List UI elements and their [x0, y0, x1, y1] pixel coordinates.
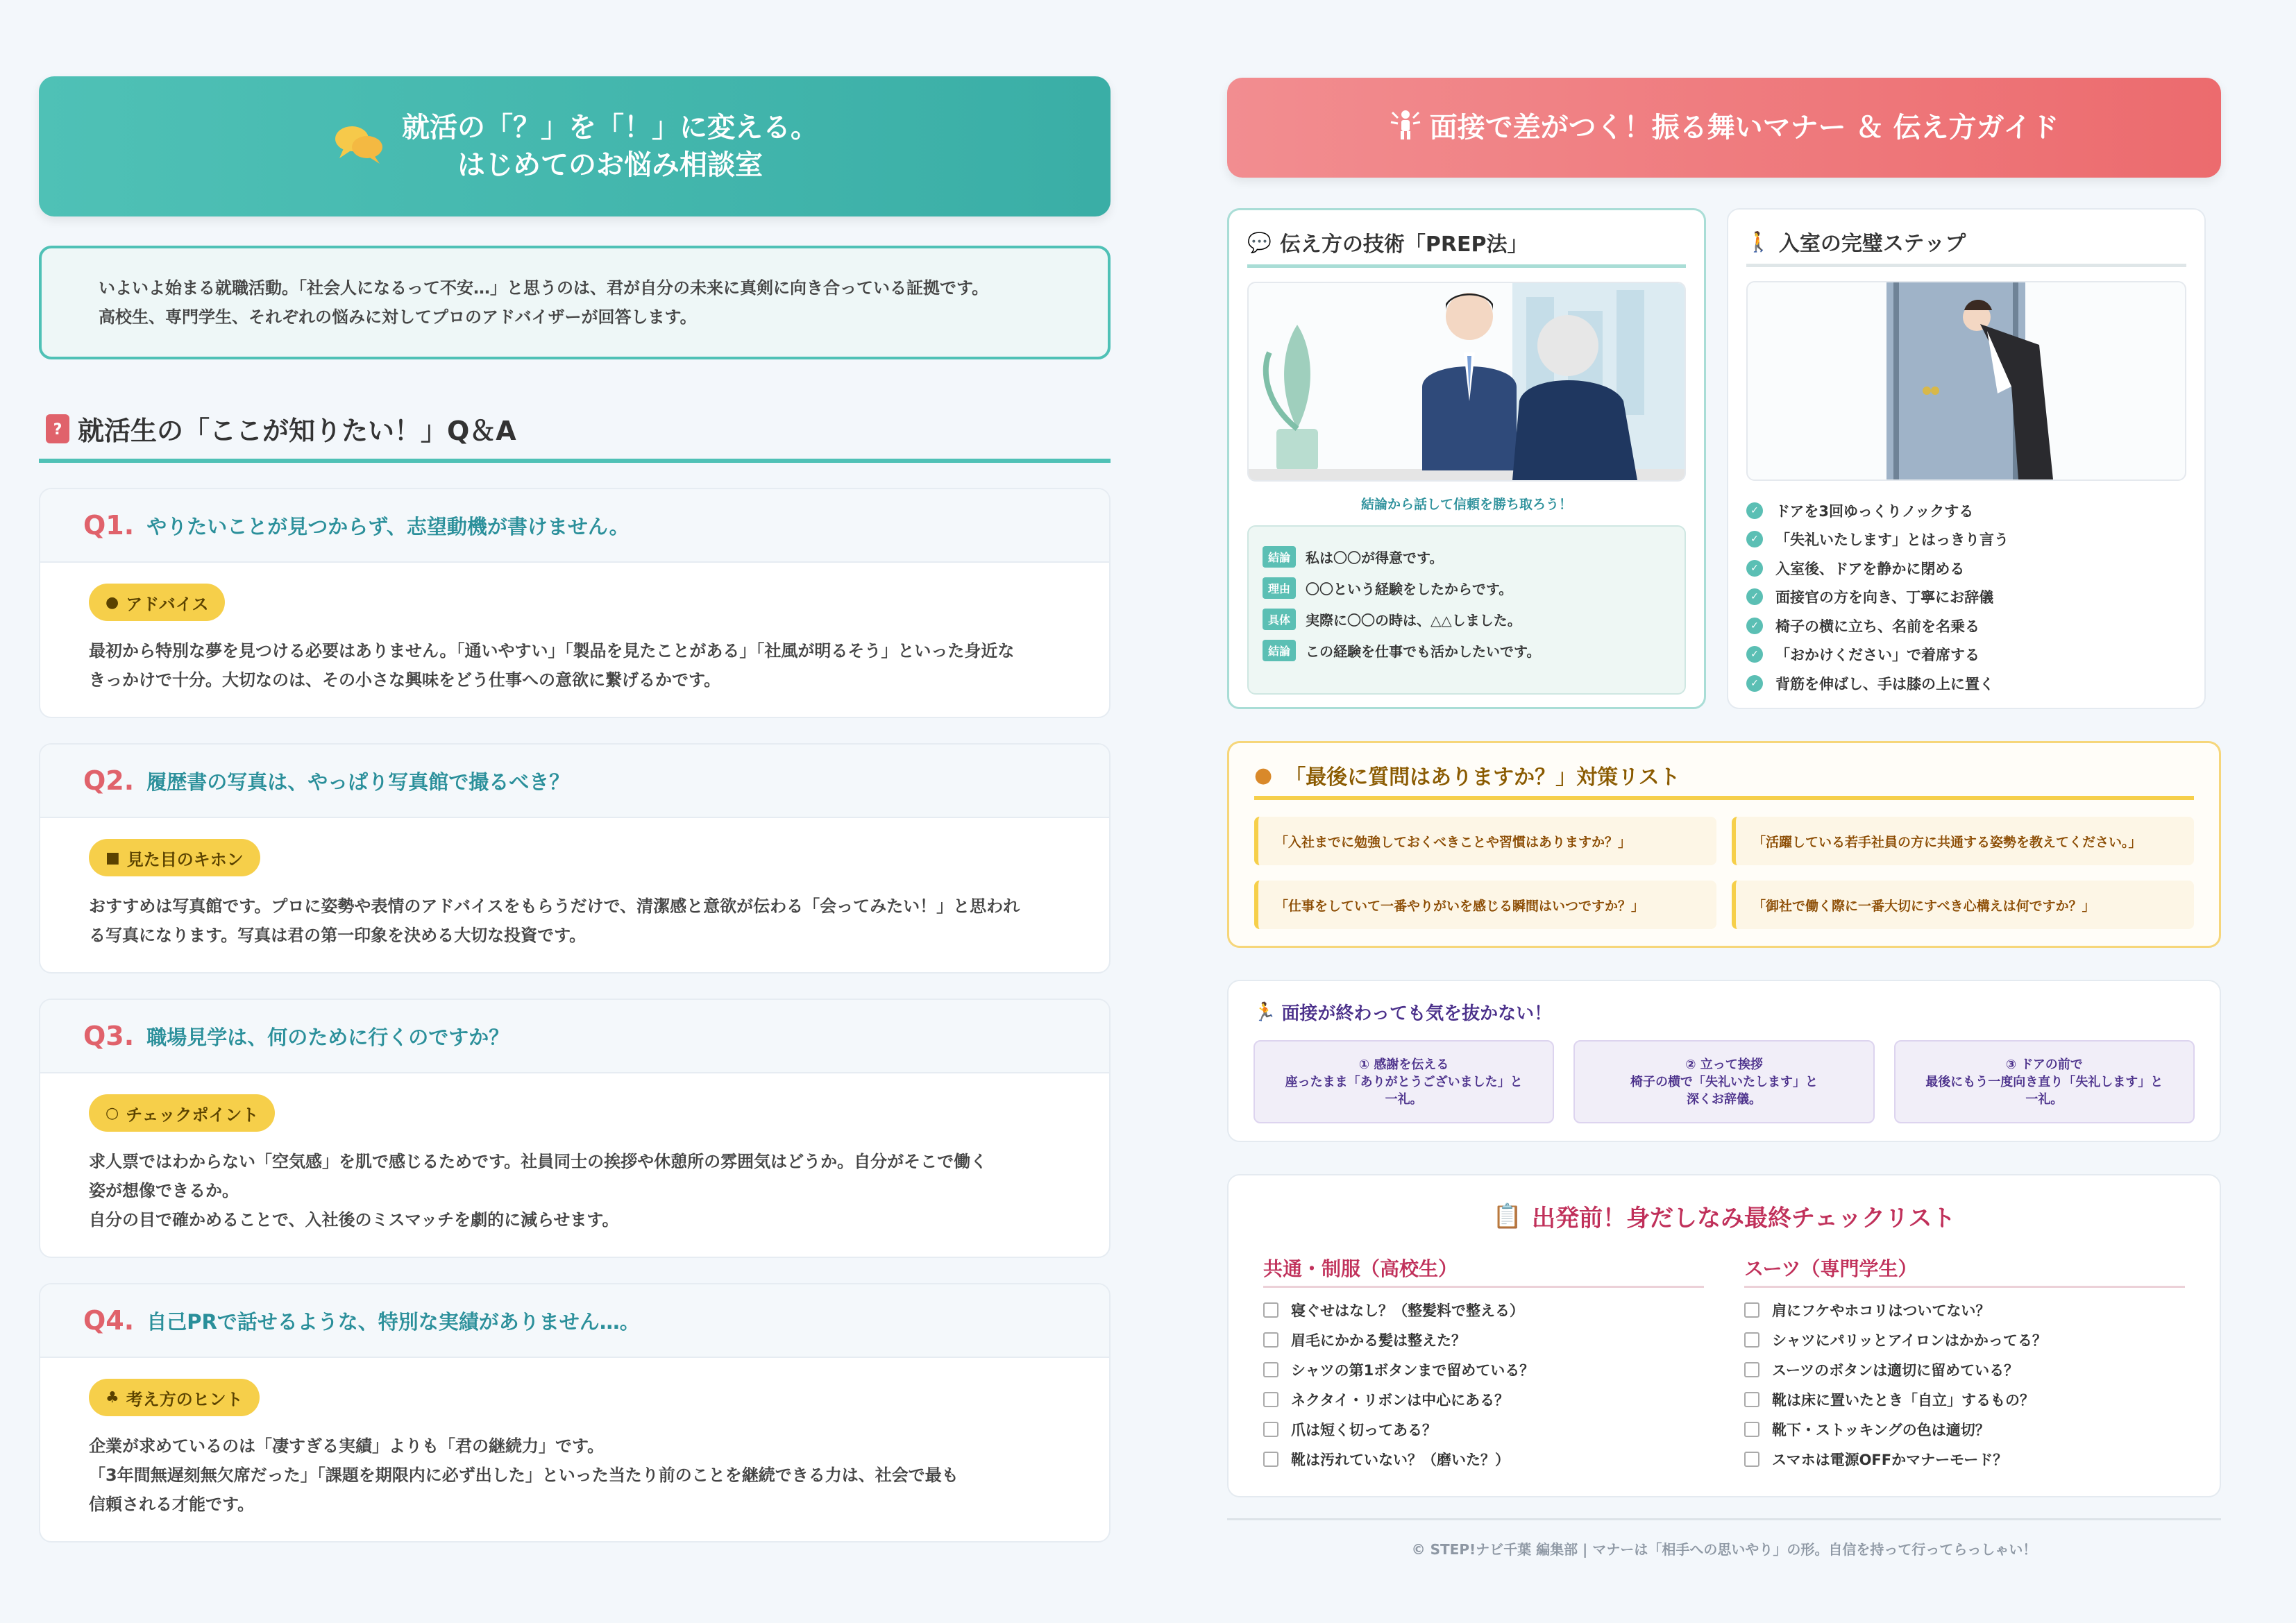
prep-row — [1263, 640, 1671, 661]
prep-steps-box — [1247, 525, 1686, 695]
prep-row — [1263, 546, 1671, 568]
entry-step — [1746, 669, 2186, 698]
answer-line: 企業が求めているのは「凄すぎる実績」よりも「君の継続力」です。 — [89, 1436, 605, 1456]
intro-line-1: いよいよ始まる就職活動。「社会人になるって不安…」と思うのは、君が自分の未来に真剣に向き合っている証拠です。 — [99, 278, 989, 298]
left-column — [39, 76, 1111, 1543]
checkbox[interactable] — [1263, 1302, 1278, 1318]
checklist-item-text: シャツにパリッとアイロンはかかってる？ — [1772, 1332, 2047, 1349]
checklist-item — [1744, 1384, 2185, 1414]
entry-step-text: 入室後、ドアを静かに閉める — [1775, 560, 1965, 577]
checklist-item-text: 靴は汚れていない？（磨いた？） — [1291, 1451, 1510, 1468]
sprout-icon: ♣ — [105, 1388, 119, 1407]
qa-card-1 — [39, 488, 1111, 718]
checklist-item-text: 眉毛にかかる髪は整えた？ — [1291, 1332, 1466, 1349]
checkbox[interactable] — [1744, 1422, 1759, 1437]
after-step-line: 椅子の横で「失礼いたします」と — [1630, 1074, 1818, 1089]
check-icon: ✓ — [1746, 588, 1763, 605]
qa-card-4 — [39, 1283, 1111, 1543]
questions-card-header — [1254, 760, 2194, 800]
top-card-row — [1227, 208, 2221, 709]
right-column — [1227, 78, 2221, 1558]
check-icon: ✓ — [1746, 675, 1763, 692]
prep-row — [1263, 609, 1671, 630]
prep-card — [1227, 208, 1706, 709]
checklist-item — [1263, 1354, 1704, 1384]
prep-tag: 具体 — [1263, 609, 1296, 630]
qa-question: やりたいことが見つからず、志望動機が書けません。 — [146, 514, 630, 538]
qa-question-row — [40, 489, 1109, 563]
intro-box — [39, 246, 1111, 359]
prep-text: この経験を仕事でも活かしたいです。 — [1306, 643, 1541, 660]
intro-line-2: 高校生、専門学生、それぞれの悩みに対してプロのアドバイザーが回答します。 — [99, 307, 697, 327]
entry-step — [1746, 640, 2186, 670]
prep-text: 実際に〇〇の時は、△△しました。 — [1306, 612, 1521, 629]
prep-tag: 結論 — [1263, 546, 1296, 568]
banner-line-1: 就活の「？」を「！」に変える。 — [402, 112, 818, 144]
prep-caption: 結論から話して信頼を勝ち取ろう！ — [1360, 497, 1572, 512]
prep-text: 〇〇という経験をしたからです。 — [1306, 581, 1513, 597]
qa-answer-text — [89, 636, 1066, 695]
check-icon: ✓ — [1746, 560, 1763, 577]
checkbox[interactable] — [1744, 1332, 1759, 1348]
checklist-item-text: スーツのボタンは適切に留めている？ — [1772, 1361, 2019, 1379]
question-item: 「活躍している若手社員の方に共通する姿勢を教えてください。」 — [1732, 817, 2194, 865]
qa-question-row — [40, 1284, 1109, 1358]
checkbox[interactable] — [1263, 1452, 1278, 1467]
after-step-head: ① 感謝を伝える — [1358, 1057, 1449, 1072]
entry-step-text: 「失礼いたします」とはっきり言う — [1775, 532, 2009, 549]
qa-answer-text — [89, 1147, 1066, 1234]
person-presenting-icon — [1390, 108, 1421, 148]
entry-step-text: 「おかけください」で着席する — [1775, 647, 1980, 664]
entry-step — [1746, 554, 2186, 583]
qa-answer-text — [89, 1431, 1066, 1519]
speech-bubbles-icon — [331, 121, 387, 173]
qa-pill-label: 考え方のヒント — [126, 1389, 243, 1409]
qa-pill — [89, 839, 260, 876]
entry-card — [1727, 208, 2206, 709]
qa-number: Q4. — [83, 1305, 135, 1336]
checkbox[interactable] — [1744, 1392, 1759, 1407]
lightbulb-icon: ● — [1254, 763, 1273, 788]
after-title: 面接が終わっても気を抜かない！ — [1281, 1003, 1553, 1024]
after-step — [1253, 1040, 1554, 1123]
checklist-item-text: 爪は短く切ってある？ — [1291, 1421, 1437, 1438]
answer-line: 最初から特別な夢を見つける必要はありません。「通いやすい」「製品を見たことがある」「社風が明るそう」といった身近な — [89, 641, 1015, 661]
checkbox[interactable] — [1263, 1362, 1278, 1377]
question-clipboard-icon: ? — [46, 414, 69, 443]
prep-text: 私は〇〇が得意です。 — [1306, 550, 1444, 566]
qa-answer-text — [89, 892, 1066, 950]
qa-pill — [89, 1094, 275, 1132]
check-icon: ✓ — [1746, 618, 1763, 634]
question-item: 「仕事をしていて一番やりがいを感じる瞬間はいつですか？」 — [1254, 881, 1716, 929]
checklist-item-text: 肩にフケやホコリはついてない？ — [1772, 1302, 1991, 1319]
checklist-item — [1744, 1295, 2185, 1325]
clipboard-check-icon: 📋 — [1492, 1202, 1523, 1230]
right-banner-title: 面接で差がつく！振る舞いマナー ＆ 伝え方ガイド — [1429, 112, 2059, 144]
qa-question: 履歴書の写真は、やっぱり写真館で撮るべき？ — [146, 770, 570, 794]
answer-line: 自分の目で確かめることで、入社後のミスマッチを劇的に減らせます。 — [89, 1210, 619, 1230]
questions-card — [1227, 741, 2221, 948]
entry-step — [1746, 611, 2186, 640]
qa-answer — [40, 563, 1109, 717]
after-step-head: ③ ドアの前で — [2005, 1057, 2083, 1072]
left-banner — [39, 76, 1111, 216]
entry-step-text: 椅子の横に立ち、名前を名乗る — [1775, 618, 1980, 635]
checkbox[interactable] — [1744, 1452, 1759, 1467]
qa-number: Q1. — [83, 510, 135, 541]
qa-pill-label: 見た目のキホン — [126, 849, 244, 869]
checkbox[interactable] — [1263, 1392, 1278, 1407]
entry-step — [1746, 496, 2186, 525]
checklist-item — [1263, 1444, 1704, 1474]
checklist-item-text: 靴下・ストッキングの色は適切？ — [1772, 1421, 1990, 1438]
check-icon: ✓ — [1746, 502, 1763, 519]
checklist-item — [1263, 1414, 1704, 1444]
answer-line: る写真になります。写真は君の第一印象を決める大切な投資です。 — [89, 926, 586, 945]
qa-pill-label: チェックポイント — [126, 1105, 259, 1125]
checklist-item-text: 靴は床に置いたとき「自立」するもの？ — [1772, 1391, 2034, 1409]
banner-line-2: はじめてのお悩み相談室 — [457, 149, 763, 181]
question-item: 「御社で働く際に一番大切にすべき心構えは何ですか？」 — [1732, 881, 2194, 929]
checkbox[interactable] — [1744, 1302, 1759, 1318]
entry-step-text: ドアを3回ゆっくりノックする — [1775, 502, 1974, 520]
questions-grid — [1254, 817, 2194, 929]
checklist-title: 出発前！身だしなみ最終チェックリスト — [1532, 1205, 1956, 1232]
right-banner — [1227, 78, 2221, 178]
speech-bubble-icon: 💬 — [1247, 230, 1272, 254]
question-item: 「入社までに勉強しておくべきことや習慣はありますか？」 — [1254, 817, 1716, 865]
qa-answer — [40, 1073, 1109, 1257]
checkbox[interactable] — [1263, 1422, 1278, 1437]
checklist-col-head: スーツ（専門学生） — [1744, 1254, 2185, 1288]
entry-steps — [1746, 496, 2186, 698]
after-step-line: 一礼。 — [2025, 1091, 2063, 1107]
answer-line: 姿が想像できるか。 — [89, 1181, 239, 1200]
entry-step-text: 面接官の方を向き、丁寧にお辞儀 — [1775, 589, 1994, 606]
qa-card-3 — [39, 999, 1111, 1258]
page-footer: © STEP!ナビ千葉 編集部 | マナーは「相手への思いやり」の形。自信を持って行ってらっしゃい！ — [1227, 1518, 2221, 1558]
qa-number: Q2. — [83, 765, 135, 796]
after-step-line: 一礼。 — [1385, 1091, 1423, 1107]
left-banner-title — [402, 109, 818, 184]
after-step — [1894, 1040, 2195, 1123]
entry-step — [1746, 525, 2186, 554]
after-step-line: 座ったまま「ありがとうございました」と — [1285, 1074, 1523, 1089]
checklist-item-text: 寝ぐせはなし？（整髪料で整える） — [1291, 1302, 1524, 1319]
qa-answer — [40, 818, 1109, 972]
checklist-columns — [1263, 1254, 2185, 1474]
camera-icon: ■ — [105, 849, 120, 867]
entry-card-header — [1746, 226, 2186, 267]
qa-pill — [89, 1379, 260, 1416]
after-step-line: 最後にもう一度向き直り「失礼します」と — [1925, 1074, 2163, 1089]
qa-question: 自己PRで話せるような、特別な実績がありません…。 — [146, 1309, 640, 1334]
after-card-header — [1253, 999, 2195, 1025]
after-interview-card — [1227, 980, 2221, 1142]
checkbox[interactable] — [1744, 1362, 1759, 1377]
magnifier-icon: ○ — [105, 1104, 119, 1122]
checklist-item — [1744, 1325, 2185, 1354]
after-step-line: 深くお辞儀。 — [1686, 1091, 1762, 1107]
qa-answer — [40, 1358, 1109, 1541]
checklist-item-text: スマホは電源OFFかマナーモード？ — [1772, 1451, 2008, 1468]
checklist-header — [1263, 1199, 2185, 1233]
prep-title: 伝え方の技術「PREP法」 — [1279, 232, 1528, 257]
checklist-col-head: 共通・制服（高校生） — [1263, 1254, 1704, 1288]
checkbox[interactable] — [1263, 1332, 1278, 1348]
qa-pill — [89, 584, 225, 621]
prep-row — [1263, 577, 1671, 599]
lightbulb-icon: ● — [105, 593, 119, 611]
qa-question-row — [40, 745, 1109, 818]
after-steps-row — [1253, 1040, 2195, 1123]
prep-tag: 結論 — [1263, 640, 1296, 661]
checklist-item — [1263, 1384, 1704, 1414]
after-step-head: ② 立って挨拶 — [1685, 1057, 1763, 1072]
answer-line: おすすめは写真館です。プロに姿勢や表情のアドバイスをもらうだけで、清潔感と意欲が伝わる「会ってみたい！」と思われ — [89, 897, 1020, 916]
prep-tag: 理由 — [1263, 577, 1296, 599]
entry-step — [1746, 583, 2186, 612]
interview-illustration — [1247, 282, 1686, 482]
checklist-item — [1744, 1444, 2185, 1474]
exit-person-icon: 🏃 — [1253, 1001, 1276, 1023]
answer-line: きっかけで十分。大切なのは、その小さな興味をどう仕事への意欲に繋げるかです。 — [89, 670, 721, 690]
checklist-col-uniform — [1263, 1254, 1704, 1474]
entry-title: 入室の完璧ステップ — [1778, 232, 1966, 256]
after-step — [1573, 1040, 1874, 1123]
checklist-item — [1744, 1414, 2185, 1444]
qa-card-2 — [39, 743, 1111, 974]
prep-card-header — [1247, 227, 1686, 268]
entry-step-text: 背筋を伸ばし、手は膝の上に置く — [1775, 675, 1994, 692]
bowing-illustration — [1746, 281, 2186, 481]
qa-pill-label: アドバイス — [126, 594, 209, 614]
qa-number: Q3. — [83, 1021, 135, 1051]
checklist-item-text: シャツの第1ボタンまで留めている？ — [1291, 1361, 1535, 1379]
checklist-item-text: ネクタイ・リボンは中心にある？ — [1291, 1391, 1510, 1409]
questions-title: 「最後に質問はありますか？」対策リスト — [1285, 765, 1680, 790]
walking-person-icon: 🚶 — [1746, 230, 1771, 253]
answer-line: 信頼される才能です。 — [89, 1495, 255, 1514]
qa-section-title: 就活生の「ここが知りたい！」Q＆A — [78, 416, 516, 446]
check-icon: ✓ — [1746, 646, 1763, 663]
qa-question: 職場見学は、何のために行くのですか？ — [146, 1025, 509, 1049]
answer-line: 「3年間無遅刻無欠席だった」「課題を期限内に必ず出した」といった当たり前のことを継続できる力は、社会で最も — [89, 1465, 959, 1485]
qa-section-heading — [39, 409, 1111, 463]
checklist-item — [1263, 1325, 1704, 1354]
checklist-card — [1227, 1174, 2221, 1497]
qa-question-row — [40, 1000, 1109, 1073]
checklist-item — [1263, 1295, 1704, 1325]
checklist-col-suit — [1744, 1254, 2185, 1474]
checklist-item — [1744, 1354, 2185, 1384]
answer-line: 求人票ではわからない「空気感」を肌で感じるためです。社員同士の挨拶や休憩所の雰囲気はどうか。自分がそこで働く — [89, 1152, 988, 1171]
check-icon: ✓ — [1746, 531, 1763, 547]
